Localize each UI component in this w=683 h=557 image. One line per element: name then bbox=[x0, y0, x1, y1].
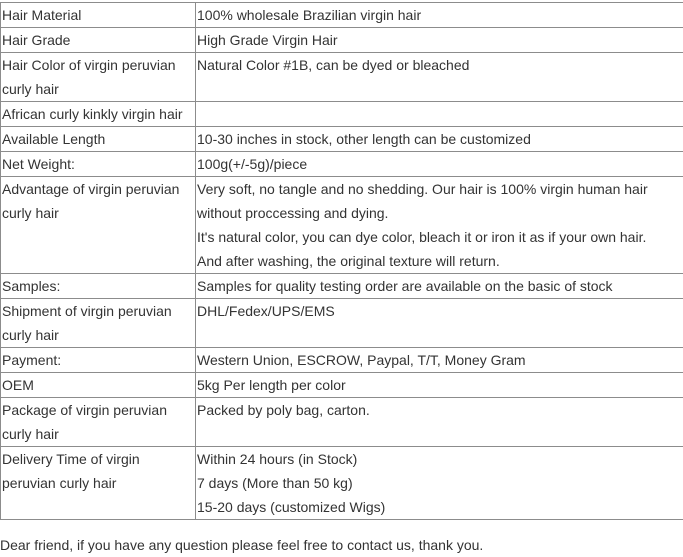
table-row bbox=[1, 102, 683, 127]
spec-label-cell bbox=[1, 348, 196, 373]
table-row bbox=[1, 177, 683, 274]
table-row bbox=[1, 53, 683, 102]
spec-label-cell bbox=[1, 373, 196, 398]
spec-label-cell bbox=[1, 53, 196, 102]
spec-value-text: 7 days (More than 50 kg) bbox=[197, 471, 683, 495]
spec-label-text: Hair Material bbox=[2, 3, 195, 27]
spec-label-cell bbox=[1, 274, 196, 299]
spec-value-cell bbox=[196, 127, 683, 152]
spec-label-text: Available Length bbox=[2, 127, 195, 151]
spec-value-text: It's natural color, you can dye color, bleach it or iron it as if your own hair. bbox=[197, 225, 683, 249]
spec-value-cell bbox=[196, 152, 683, 177]
spec-label-cell bbox=[1, 28, 196, 53]
spec-label-text: Package of virgin peruvian bbox=[2, 398, 195, 422]
spec-value-cell bbox=[196, 398, 683, 447]
spec-label-cell bbox=[1, 127, 196, 152]
spec-label-text: Hair Grade bbox=[2, 28, 195, 52]
spec-value-cell bbox=[196, 177, 683, 274]
spec-table-body bbox=[1, 3, 683, 520]
spec-label-text: curly hair bbox=[2, 201, 195, 225]
spec-value-text: Samples for quality testing order are available on the basic of stock bbox=[197, 274, 683, 298]
spec-value-text: Western Union, ESCROW, Paypal, T/T, Money Gram bbox=[197, 348, 683, 372]
spec-label-text: African curly kinkly virgin hair bbox=[2, 102, 195, 126]
spec-value-cell bbox=[196, 373, 683, 398]
spec-value-text: High Grade Virgin Hair bbox=[197, 28, 683, 52]
spec-label-text: curly hair bbox=[2, 77, 195, 101]
spec-value-text: 15-20 days (customized Wigs) bbox=[197, 495, 683, 519]
spec-label-cell bbox=[1, 102, 196, 127]
spec-value-text: 100g(+/-5g)/piece bbox=[197, 152, 683, 176]
spec-value-cell bbox=[196, 28, 683, 53]
table-row bbox=[1, 274, 683, 299]
spec-value-cell bbox=[196, 299, 683, 348]
spec-label-text: Net Weight: bbox=[2, 152, 195, 176]
spec-value-text: 10-30 inches in stock, other length can be customized bbox=[197, 127, 683, 151]
spec-label-text: curly hair bbox=[2, 323, 195, 347]
table-row bbox=[1, 299, 683, 348]
spec-label-text: Delivery Time of virgin bbox=[2, 447, 195, 471]
spec-label-cell bbox=[1, 447, 196, 520]
table-row bbox=[1, 3, 683, 28]
spec-value-text: And after washing, the original texture will return. bbox=[197, 249, 683, 273]
contact-note: Dear friend, if you have any question please feel free to contact us, thank you. bbox=[0, 533, 483, 557]
spec-value-text: Within 24 hours (in Stock) bbox=[197, 447, 683, 471]
spec-label-text: Hair Color of virgin peruvian bbox=[2, 53, 195, 77]
spec-value-cell bbox=[196, 348, 683, 373]
spec-label-cell bbox=[1, 152, 196, 177]
spec-value-text: without proccessing and dying. bbox=[197, 201, 683, 225]
spec-value-cell bbox=[196, 102, 683, 127]
spec-label-cell bbox=[1, 398, 196, 447]
table-row bbox=[1, 447, 683, 520]
table-row bbox=[1, 152, 683, 177]
spec-label-text: Advantage of virgin peruvian bbox=[2, 177, 195, 201]
product-spec-table bbox=[0, 2, 683, 520]
spec-value-text: DHL/Fedex/UPS/EMS bbox=[197, 299, 683, 323]
spec-value-text: Natural Color #1B, can be dyed or bleached bbox=[197, 53, 683, 77]
spec-value-text: 100% wholesale Brazilian virgin hair bbox=[197, 3, 683, 27]
spec-label-text: curly hair bbox=[2, 422, 195, 446]
spec-label-text: Samples: bbox=[2, 274, 195, 298]
spec-label-text: Shipment of virgin peruvian bbox=[2, 299, 195, 323]
spec-label-cell bbox=[1, 177, 196, 274]
spec-value-text: Packed by poly bag, carton. bbox=[197, 398, 683, 422]
table-row bbox=[1, 398, 683, 447]
table-row bbox=[1, 127, 683, 152]
spec-value-cell bbox=[196, 53, 683, 102]
spec-label-cell bbox=[1, 3, 196, 28]
table-row bbox=[1, 28, 683, 53]
spec-value-text bbox=[197, 102, 683, 126]
table-row bbox=[1, 373, 683, 398]
table-row bbox=[1, 348, 683, 373]
spec-value-cell bbox=[196, 274, 683, 299]
spec-value-text: Very soft, no tangle and no shedding. Our hair is 100% virgin human hair bbox=[197, 177, 683, 201]
spec-label-text: Payment: bbox=[2, 348, 195, 372]
spec-value-cell bbox=[196, 3, 683, 28]
spec-value-text: 5kg Per length per color bbox=[197, 373, 683, 397]
spec-label-text: OEM bbox=[2, 373, 195, 397]
spec-label-text: peruvian curly hair bbox=[2, 471, 195, 495]
spec-value-cell bbox=[196, 447, 683, 520]
spec-label-cell bbox=[1, 299, 196, 348]
